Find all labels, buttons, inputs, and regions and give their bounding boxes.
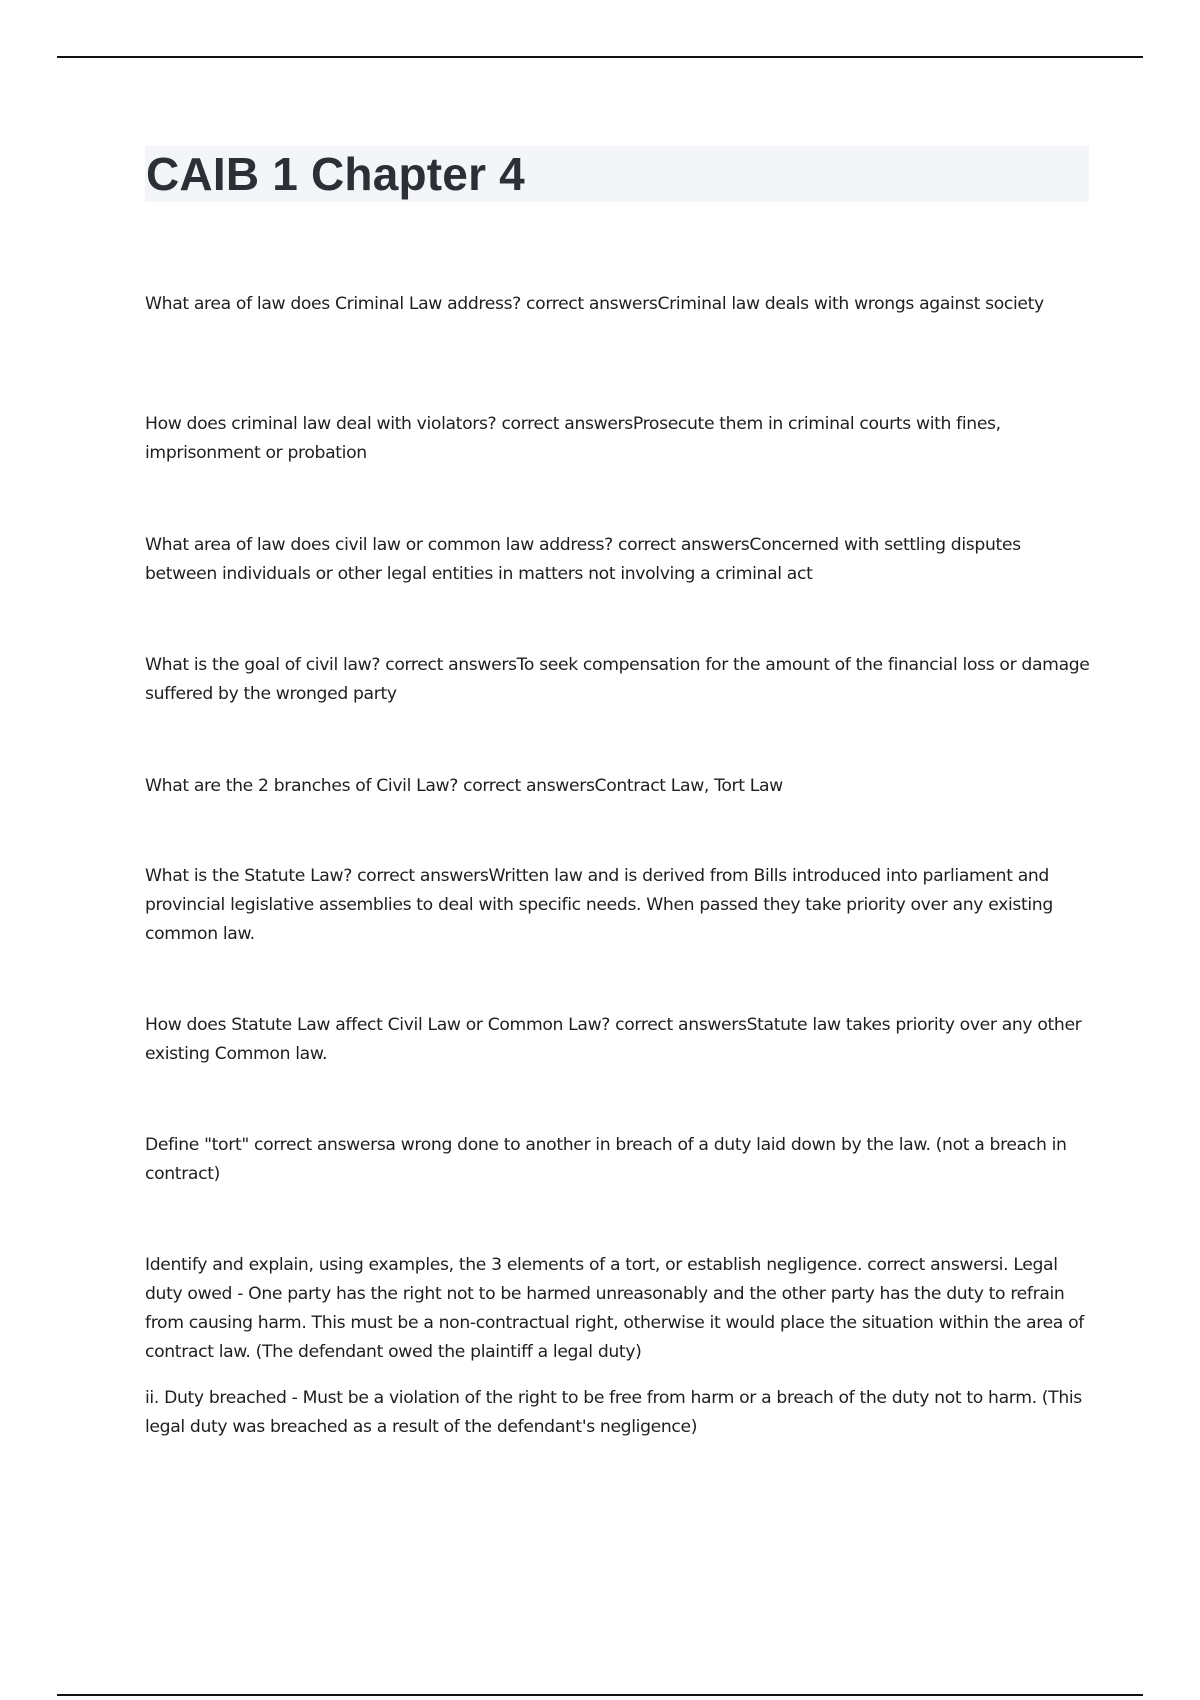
qa-paragraph-civil-law-branches: What are the 2 branches of Civil Law? correct answersContract Law, Tort Law (145, 776, 783, 796)
qa-paragraph-tort-definition: Define "tort" correct answersa wrong done to another in breach of a duty laid down by the law. (not a breach in contract) (145, 1135, 1067, 1184)
bottom-rule (57, 1694, 1143, 1696)
page-title: CAIB 1 Chapter 4 (146, 148, 525, 200)
qa-paragraph-statute-law: What is the Statute Law? correct answersWritten law and is derived from Bills introduced into parliament and provincial legislative assemblies to deal with specific needs. When passed they take priority over any existing common law. (145, 866, 1053, 944)
qa-paragraph-statute-law-effect: How does Statute Law affect Civil Law or Common Law? correct answersStatute law takes priority over any other existing Common law. (145, 1015, 1082, 1064)
qa-paragraph-civil-law-area: What area of law does civil law or common law address? correct answersConcerned with settling disputes between individuals or other legal entities in matters not involving a criminal act (145, 535, 1021, 584)
top-rule (57, 56, 1143, 58)
qa-paragraph-civil-law-goal: What is the goal of civil law? correct answersTo seek compensation for the amount of the financial loss or damage suffered by the wronged party (145, 655, 1090, 704)
qa-paragraph-criminal-law-area: What area of law does Criminal Law address? correct answersCriminal law deals with wrongs against society (145, 294, 1044, 314)
qa-paragraph-tort-elements: Identify and explain, using examples, the 3 elements of a tort, or establish negligence. correct answersi. Legal duty owed - One party has the right not to be harmed unreasonably and the other party has the duty to refrain from causing harm. This must be a non-contractual right, otherwise it would place the situation within the area of contract law. (The defendant owed the plaintiff a legal duty) (145, 1255, 1084, 1362)
qa-paragraph-duty-breached: ii. Duty breached - Must be a violation of the right to be free from harm or a breach of the duty not to harm. (This legal duty was breached as a result of the defendant's negligence) (145, 1388, 1082, 1437)
qa-paragraph-criminal-law-violators: How does criminal law deal with violators? correct answersProsecute them in criminal courts with fines, imprisonment or probation (145, 414, 1001, 463)
